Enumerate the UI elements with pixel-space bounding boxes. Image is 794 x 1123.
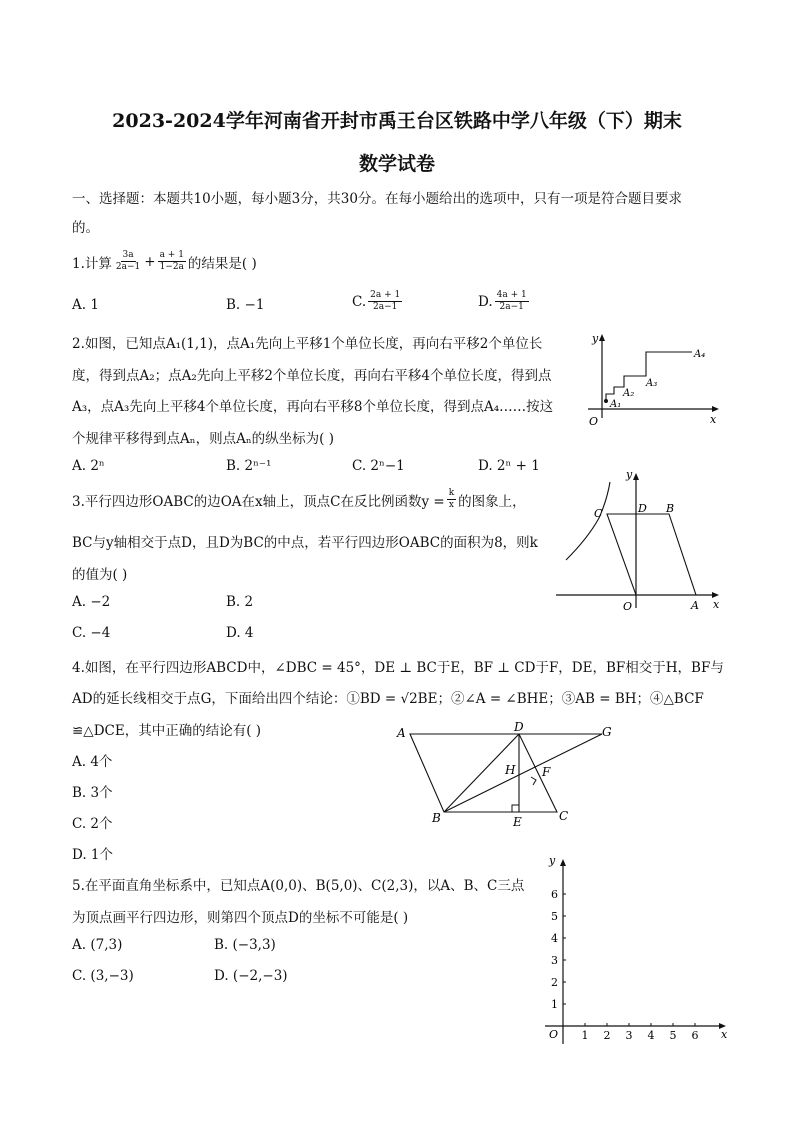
- q1-option-a[interactable]: A. 1: [72, 297, 99, 313]
- q1-optd-den: 2a−1: [499, 302, 524, 312]
- q2-origin-label: O: [589, 415, 599, 428]
- q1-prefix: 1.计算: [72, 255, 112, 272]
- q1-option-c-fraction: [368, 290, 402, 313]
- q5-y-arrow: [560, 859, 566, 866]
- section-heading-line2: 的。: [72, 220, 99, 236]
- q2-label-a1: A₁: [610, 399, 622, 410]
- q4-option-a[interactable]: A. 4个: [72, 754, 113, 770]
- q4-right-angle-e: [512, 805, 519, 812]
- q5-ticks: [551, 888, 699, 1042]
- q2-point-a1: [604, 399, 608, 403]
- q3-label-b: B: [666, 502, 675, 515]
- q1-option-c-label: C.: [352, 293, 367, 310]
- q2-figure: [580, 330, 725, 430]
- q2-label-a3: A₃: [646, 378, 658, 389]
- page-title: 2023-2024学年河南省开封市禹王台区铁路中学八年级（下）期末: [112, 110, 682, 132]
- q2-line-1: 2.如图，已知点A₁(1,1)，点A₁先向上平移1个单位长度，再向右平移2个单位长: [72, 336, 543, 352]
- q3-option-a[interactable]: A. −2: [72, 594, 111, 610]
- q4-line-1: 4.如图，在平行四边形ABCD中，∠DBC = 45°，DE ⊥ BC于E，BF ⊥ CD于F，DE，BF相交于H，BF与: [72, 660, 724, 676]
- q1-fraction-1: [114, 250, 142, 273]
- q3-x-label: x: [713, 598, 720, 611]
- q1-option-c[interactable]: [352, 290, 404, 313]
- q4-label-e: E: [513, 815, 522, 829]
- q1-option-b[interactable]: B. −1: [226, 297, 265, 313]
- q4-label-g: G: [602, 725, 612, 739]
- q3-line-1: [72, 488, 526, 511]
- q3-label-d: D: [638, 502, 647, 515]
- q1-frac2-den: 1−2a: [159, 262, 184, 272]
- q1-option-d-fraction: [495, 290, 529, 313]
- q3-option-c[interactable]: C. −4: [72, 625, 111, 641]
- q5-line-1: 5.在平面直角坐标系中，已知点A(0,0)、B(5,0)、C(2,3)，以A、B、C三点: [72, 878, 525, 894]
- q4-line-3: ≌△DCE，其中正确的结论有( ): [72, 723, 262, 739]
- q3-line-1-post: 的图象上，: [458, 493, 526, 510]
- q2-y-label: y: [592, 332, 599, 345]
- q3-line-2: BC与y轴相交于点D，且D为BC的中点，若平行四边形OABC的面积为8，则k: [72, 535, 538, 551]
- q4-label-h: H: [505, 763, 516, 777]
- section-heading-line1: 一、选择题：本题共10小题，每小题3分，共30分。在每小题给出的选项中，只有一项是符合题目要求: [72, 191, 682, 207]
- q5-x-tick-label: 4: [647, 1029, 655, 1042]
- q5-y-tick-label: 2: [551, 976, 558, 989]
- q4-label-c: C: [559, 809, 569, 823]
- q5-origin-label: O: [549, 1028, 559, 1041]
- q2-y-arrow: [599, 334, 605, 341]
- q4-figure: [390, 722, 625, 832]
- q4-option-c[interactable]: C. 2个: [72, 816, 113, 832]
- q3-origin-label: O: [623, 600, 633, 613]
- q1-option-d-label: D.: [478, 293, 493, 310]
- q5-x-tick-label: 5: [669, 1029, 677, 1042]
- q1-frac1-num: 3a: [122, 250, 134, 260]
- q3-line-3: 的值为( ): [72, 567, 128, 583]
- q2-option-c[interactable]: C. 2ⁿ−1: [352, 458, 405, 474]
- q5-y-tick-label: 5: [551, 910, 558, 923]
- q2-option-d[interactable]: D. 2ⁿ + 1: [478, 458, 540, 474]
- q5-y-tick-label: 1: [551, 998, 558, 1011]
- q5-y-label: y: [549, 854, 556, 867]
- q2-label-a4: A₄: [694, 349, 706, 360]
- q1-frac1-den: 2a−1: [115, 262, 141, 272]
- q2-option-a[interactable]: A. 2ⁿ: [72, 458, 105, 474]
- q3-fraction: [447, 488, 456, 511]
- q3-line-1-pre: 3.平行四边形OABC的边OA在x轴上，顶点C在反比例函数y =: [72, 493, 445, 510]
- q5-x-tick-label: 3: [625, 1029, 633, 1042]
- q3-frac-den: x: [448, 500, 454, 510]
- q3-y-label: y: [626, 468, 633, 481]
- q3-y-arrow: [633, 473, 639, 480]
- page-subtitle: 数学试卷: [358, 153, 435, 175]
- q1-suffix: 的结果是( ): [187, 255, 257, 272]
- q4-label-d: D: [514, 722, 524, 734]
- q3-parallelogram: [607, 514, 696, 595]
- q1-optc-den: 2a−1: [373, 302, 398, 312]
- q2-staircase: [606, 352, 692, 401]
- q5-y-tick-label: 6: [551, 888, 558, 901]
- q4-option-d[interactable]: D. 1个: [72, 847, 114, 863]
- q1-optc-num: 2a + 1: [370, 290, 401, 300]
- q2-line-2: 度，得到点A₂；点A₂先向上平移2个单位长度，再向右平移4个单位长度，得到点: [72, 368, 552, 384]
- q1-plus: +: [144, 253, 156, 270]
- q5-option-b[interactable]: B. (−3,3): [214, 937, 276, 953]
- q4-parallelogram-abcd: [410, 734, 557, 812]
- q2-x-arrow: [712, 406, 719, 412]
- q3-option-b[interactable]: B. 2: [226, 594, 254, 610]
- q1-optd-num: 4a + 1: [496, 290, 527, 300]
- q1-option-d[interactable]: [478, 290, 531, 313]
- q1-frac2-num: a + 1: [159, 250, 184, 260]
- q2-line-3: A₃，点A₃先向上平移4个单位长度，再向右平移8个单位长度，得到点A₄……按这: [72, 399, 554, 415]
- q4-label-b: B: [432, 811, 441, 825]
- q3-hyperbola: [566, 482, 610, 560]
- q4-right-angle-f: [531, 777, 536, 785]
- q5-option-c[interactable]: C. (3,−3): [72, 968, 134, 984]
- q2-option-b[interactable]: B. 2ⁿ⁻¹: [226, 458, 272, 474]
- q3-label-a: A: [691, 599, 699, 612]
- question-1: [72, 250, 257, 273]
- q4-label-a: A: [397, 726, 406, 740]
- q5-line-2: 为顶点画平行四边形，则第四个顶点D的坐标不可能是( ): [72, 910, 409, 926]
- q5-x-tick-label: 6: [691, 1029, 699, 1042]
- q4-segment-bg: [444, 734, 602, 812]
- q5-option-a[interactable]: A. (7,3): [72, 937, 123, 953]
- q5-y-tick-label: 3: [551, 954, 558, 967]
- q3-figure: [552, 468, 727, 616]
- q4-label-f: F: [542, 765, 551, 779]
- q3-frac-num: k: [448, 488, 455, 498]
- q4-option-b[interactable]: B. 3个: [72, 785, 113, 801]
- q5-x-tick-label: 2: [603, 1029, 611, 1042]
- q2-label-a2: A₂: [623, 388, 635, 399]
- q3-option-d[interactable]: D. 4: [226, 625, 254, 641]
- q2-line-4: 个规律平移得到点Aₙ，则点Aₙ的纵坐标为( ): [72, 431, 335, 447]
- q5-y-tick-label: 4: [551, 932, 558, 945]
- q1-fraction-2: [158, 250, 186, 273]
- q5-coordinate-grid: [535, 850, 735, 1050]
- q5-option-d[interactable]: D. (−2,−3): [214, 968, 288, 984]
- q3-label-c: C: [594, 507, 603, 520]
- q4-line-2: AD的延长线相交于点G，下面给出四个结论：①BD = √2BE；②∠A = ∠BHE；③AB = BH；④△BCF: [72, 691, 704, 707]
- q5-x-label: x: [721, 1028, 728, 1041]
- q2-x-label: x: [710, 413, 717, 426]
- q5-x-tick-label: 1: [581, 1029, 589, 1042]
